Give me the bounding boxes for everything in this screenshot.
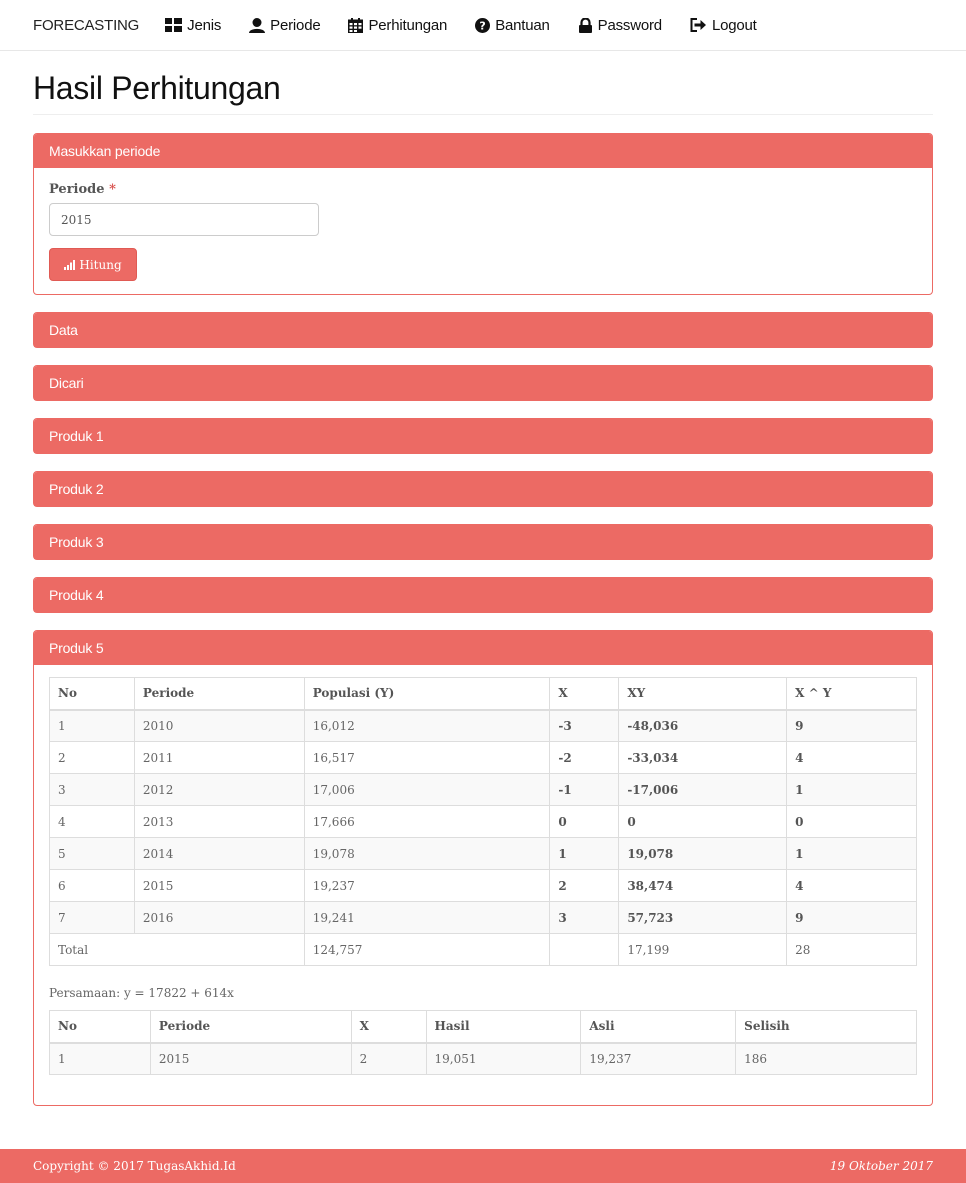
cell-xy: -33,034: [619, 742, 787, 774]
cell-no: 1: [50, 1043, 151, 1075]
cell-x-pow-y: 1: [787, 774, 917, 806]
cell-no: 7: [50, 902, 135, 934]
panel-heading: Masukkan periode: [34, 134, 932, 168]
cell-no: 2: [50, 742, 135, 774]
period-input[interactable]: [49, 203, 319, 236]
cell-xy: 0: [619, 806, 787, 838]
cell-x: 3: [550, 902, 619, 934]
cell-x: 0: [550, 806, 619, 838]
hitung-button-label: Hitung: [79, 257, 122, 272]
panel-heading: Produk 1: [34, 419, 932, 453]
panel-heading: Data: [34, 313, 932, 347]
cell-no: 4: [50, 806, 135, 838]
cell-x-pow-y: 1: [787, 838, 917, 870]
cell-x-pow-y: 0: [787, 806, 917, 838]
cell-xy: -17,006: [619, 774, 787, 806]
title-divider: [33, 114, 933, 115]
cell-populasi: 17,006: [304, 774, 550, 806]
calendar-icon: [348, 18, 363, 33]
panel-produk-4[interactable]: [33, 577, 933, 613]
total-populasi: 124,757: [304, 934, 550, 966]
panel-heading: Produk 4: [34, 578, 932, 612]
user-icon: [249, 18, 265, 33]
total-label: Total: [50, 934, 305, 966]
panel-heading[interactable]: Produk 5: [34, 631, 932, 665]
cell-periode: 2015: [150, 1043, 351, 1075]
lock-icon: [578, 18, 593, 33]
column-header: Hasil: [426, 1011, 581, 1043]
cell-no: 5: [50, 838, 135, 870]
cell-selisih: 186: [736, 1043, 917, 1075]
nav-label: Jenis: [187, 16, 222, 34]
cell-periode: 2010: [134, 710, 304, 742]
top-navbar: [0, 0, 966, 51]
cell-periode: 2016: [134, 902, 304, 934]
column-header: Periode: [134, 678, 304, 710]
nav-item-jenis[interactable]: [165, 17, 221, 34]
total-xy: 17,199: [619, 934, 787, 966]
cell-x-pow-y: 4: [787, 870, 917, 902]
cell-xy: -48,036: [619, 710, 787, 742]
panel-produk-5: [33, 630, 933, 1106]
column-header: Periode: [150, 1011, 351, 1043]
cell-x: -2: [550, 742, 619, 774]
equation-text: Persamaan: y = 17822 + 614x: [49, 986, 234, 1000]
cell-xy: 19,078: [619, 838, 787, 870]
table-header-row: [50, 1011, 917, 1043]
cell-x: 2: [550, 870, 619, 902]
page-footer: [0, 1149, 966, 1183]
column-header: No: [50, 678, 135, 710]
cell-x: 2: [351, 1043, 426, 1075]
brand-link[interactable]: FORECASTING: [33, 16, 140, 34]
cell-populasi: 16,012: [304, 710, 550, 742]
cell-asli: 19,237: [581, 1043, 736, 1075]
nav-item-perhitungan[interactable]: [348, 17, 447, 34]
column-header: Populasi (Y): [304, 678, 550, 710]
column-header: Asli: [581, 1011, 736, 1043]
column-header: X: [550, 678, 619, 710]
cell-xy: 57,723: [619, 902, 787, 934]
column-header: No: [50, 1011, 151, 1043]
cell-periode: 2012: [134, 774, 304, 806]
cell-x: -1: [550, 774, 619, 806]
nav-label: Periode: [270, 16, 321, 34]
table-header-row: [50, 678, 917, 710]
panel-heading: Produk 3: [34, 525, 932, 559]
cell-populasi: 19,237: [304, 870, 550, 902]
period-form-panel: [33, 133, 933, 295]
table-row: [50, 902, 917, 934]
nav-label: Perhitungan: [368, 16, 448, 34]
total-x-pow-y: 28: [787, 934, 917, 966]
grid-icon: [165, 18, 182, 32]
nav-label: Logout: [711, 16, 757, 34]
svg-text:?: ?: [479, 19, 486, 32]
cell-periode: 2013: [134, 806, 304, 838]
nav-item-logout[interactable]: [690, 17, 757, 34]
cell-x-pow-y: 9: [787, 710, 917, 742]
table-row: [50, 806, 917, 838]
panel-heading: Produk 2: [34, 472, 932, 506]
nav-label: Password: [597, 16, 662, 34]
cell-x: 1: [550, 838, 619, 870]
panel-produk-1[interactable]: [33, 418, 933, 454]
cell-x: -3: [550, 710, 619, 742]
panel-dicari[interactable]: [33, 365, 933, 401]
required-mark: *: [109, 182, 116, 197]
column-header: Selisih: [736, 1011, 917, 1043]
cell-x-pow-y: 4: [787, 742, 917, 774]
nav-item-bantuan[interactable]: [475, 17, 549, 34]
cell-periode: 2015: [134, 870, 304, 902]
total-row: [50, 934, 917, 966]
nav-label: Bantuan: [495, 16, 550, 34]
panel-heading: Dicari: [34, 366, 932, 400]
footer-date: 19 Oktober 2017: [829, 1159, 933, 1173]
calculation-table: [49, 677, 917, 966]
table-row: [50, 710, 917, 742]
cell-populasi: 17,666: [304, 806, 550, 838]
cell-no: 1: [50, 710, 135, 742]
period-label-text: Periode: [49, 182, 105, 197]
signal-bars-icon: [64, 260, 76, 270]
panel-produk-3[interactable]: [33, 524, 933, 560]
table-row: [50, 742, 917, 774]
forecast-result-table: [49, 1010, 917, 1075]
cell-no: 6: [50, 870, 135, 902]
cell-populasi: 19,241: [304, 902, 550, 934]
panel-data[interactable]: [33, 312, 933, 348]
cell-populasi: 16,517: [304, 742, 550, 774]
question-circle-icon: [475, 18, 490, 33]
cell-populasi: 19,078: [304, 838, 550, 870]
cell-periode: 2014: [134, 838, 304, 870]
table-row: [50, 1043, 917, 1075]
cell-periode: 2011: [134, 742, 304, 774]
hitung-button[interactable]: [49, 248, 137, 281]
cell-no: 3: [50, 774, 135, 806]
cell-xy: 38,474: [619, 870, 787, 902]
table-row: [50, 838, 917, 870]
column-header: X: [351, 1011, 426, 1043]
panel-produk-2[interactable]: [33, 471, 933, 507]
copyright-text: Copyright © 2017 TugasAkhid.Id: [33, 1159, 236, 1173]
nav-item-password[interactable]: [578, 17, 662, 34]
total-x: [550, 934, 619, 966]
column-header: XY: [619, 678, 787, 710]
cell-x-pow-y: 9: [787, 902, 917, 934]
logout-icon: [690, 18, 707, 32]
nav-item-periode[interactable]: [249, 17, 320, 34]
table-row: [50, 774, 917, 806]
cell-hasil: 19,051: [426, 1043, 581, 1075]
page-title: Hasil Perhitungan: [33, 70, 281, 106]
table-row: [50, 870, 917, 902]
period-label: [49, 182, 917, 197]
column-header: X ^ Y: [787, 678, 917, 710]
